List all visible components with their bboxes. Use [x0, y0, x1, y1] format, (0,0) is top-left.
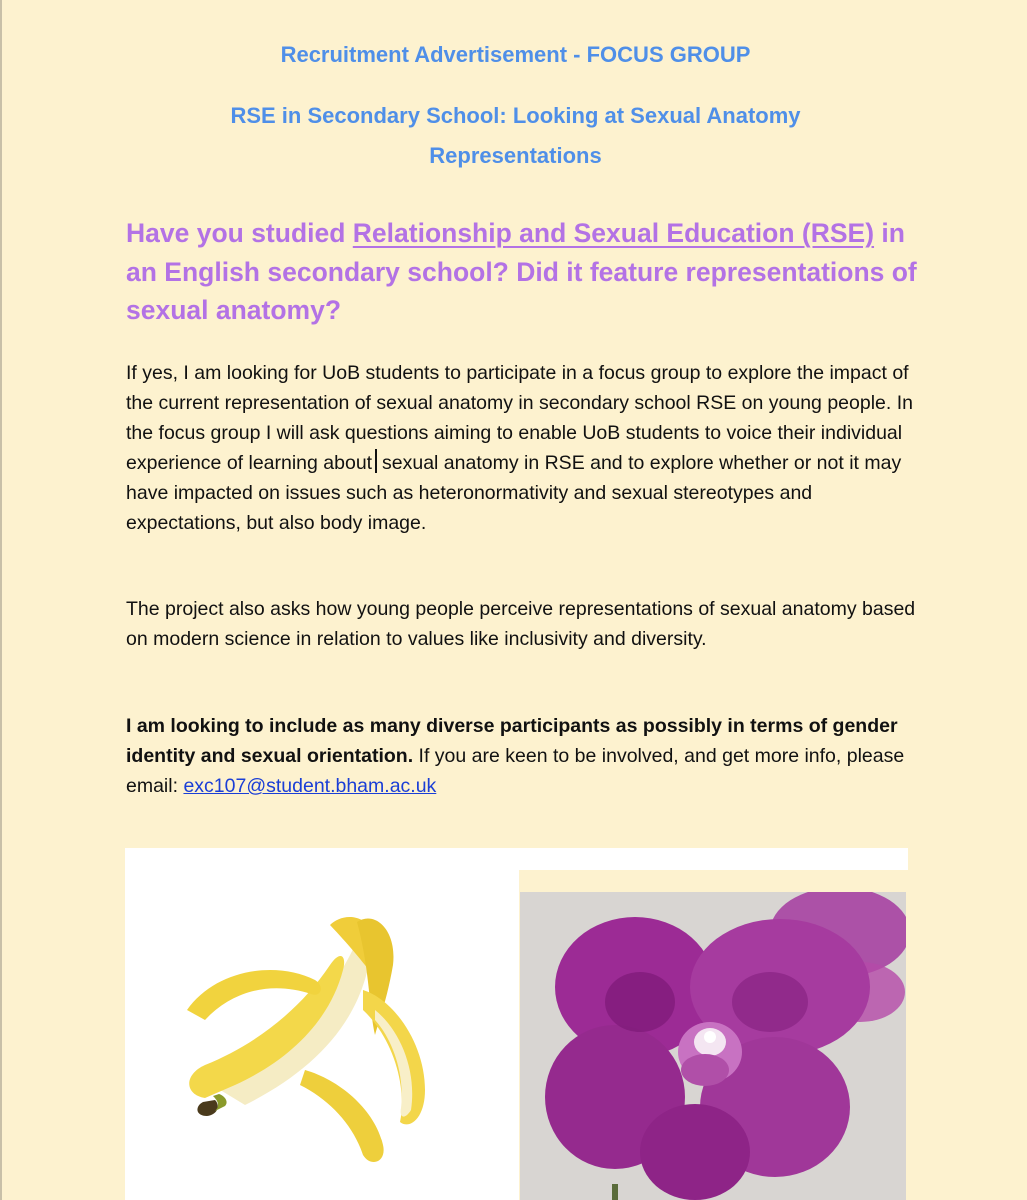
project-paragraph: The project also asks how young people perceive representations of sexual anatomy based on modern science in relation to values like inclusivity and diversity. — [126, 598, 916, 650]
participants-bold-text: I am looking to include as many diverse participants as possibly in terms of gender identity and sexual orientation. — [126, 715, 898, 767]
text-cursor — [375, 449, 377, 473]
intro-text-a: If yes, I am looking for UoB students to participate in a focus group to explore the impact of the current representation of sexual anatomy in secondary school RSE on young people. In the focus group I will ask questions aiming to enable UoB students to voice their individual experience of learning about — [126, 362, 913, 474]
intro-paragraph — [126, 358, 916, 538]
image-frame-top — [125, 848, 908, 870]
lead-question — [126, 214, 926, 330]
question-text-start: Have you studied — [126, 218, 353, 248]
rse-link[interactable]: Relationship and Sexual Education (RSE) — [352, 218, 875, 248]
orchid-image — [520, 892, 906, 1200]
document-subtitle: RSE in Secondary School: Looking at Sexual Anatomy Representations — [230, 103, 801, 168]
banana-image — [125, 870, 519, 1200]
question-text-end: in an English secondary school? Did it feature representations of sexual anatomy? — [126, 218, 917, 325]
intro-text-b: sexual anatomy in RSE and to explore whether or not it may have impacted on issues such as heteronormativity and sexual stereotypes and expectations, but also body image. — [126, 452, 902, 534]
participants-text: If you are keen to be involved, and get more info, please email: — [126, 745, 905, 797]
document-title: Recruitment Advertisement - FOCUS GROUP — [280, 42, 751, 67]
participants-paragraph — [126, 711, 916, 801]
email-link[interactable]: exc107@student.bham.ac.uk — [183, 775, 437, 797]
